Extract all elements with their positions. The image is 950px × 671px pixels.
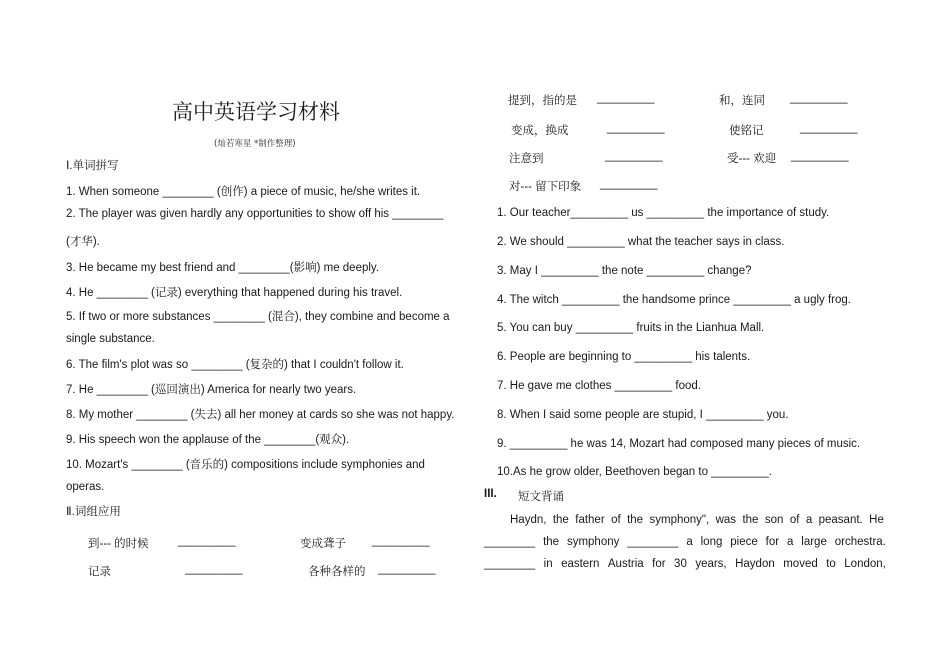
passage-word: for	[652, 558, 666, 570]
phrase-prompt: 注意到	[509, 153, 544, 165]
passage-word: a	[686, 536, 693, 548]
spelling-item-continued: operas.	[66, 481, 105, 493]
passage-word: ________	[484, 558, 536, 570]
section-heading-phrases: Ⅱ.词组应用	[66, 506, 121, 518]
spelling-item: 8. My mother ________ (失去) all her money at cards so she was not happy.	[66, 409, 455, 421]
passage-word: in	[543, 558, 553, 570]
phrase-prompt: 变成，换成	[511, 125, 569, 137]
sentence-item: 7. He gave me clothes _________ food.	[497, 380, 701, 392]
sentence-item: 6. People are beginning to _________ his talents.	[497, 351, 751, 363]
phrase-blank: _________	[185, 563, 243, 575]
page-subtitle: (灿若寒星 *制作整理)	[214, 139, 296, 149]
phrase-prompt: 到--- 的时候	[88, 538, 149, 550]
phrase-blank: _________	[800, 122, 858, 134]
phrase-prompt: 使铭记	[729, 125, 764, 137]
passage-word: London,	[844, 558, 886, 570]
passage-word: peasant.	[818, 514, 863, 526]
passage-word: a	[786, 536, 794, 548]
passage-word: eastern	[561, 558, 600, 570]
passage-word: the	[742, 514, 759, 526]
passage-word: long	[700, 536, 723, 548]
phrase-prompt: 各种各样的	[308, 566, 366, 578]
spelling-item: 3. He became my best friend and ________(影响) me deeply.	[66, 262, 380, 274]
phrase-blank: _________	[378, 563, 436, 575]
passage-word: was	[715, 514, 737, 526]
phrase-prompt: 对--- 留下印象	[509, 181, 582, 193]
passage-word: the	[627, 514, 644, 526]
passage-word: of	[611, 514, 621, 526]
sentence-item: 4. The witch _________ the handsome prince _________ a ugly frog.	[497, 294, 851, 306]
spelling-item-continued: (才华).	[66, 236, 100, 248]
passage-word: son	[764, 514, 784, 526]
page-title: 高中英语学习材料	[172, 100, 340, 124]
sentence-item: 8. When I said some people are stupid, I _________ you.	[497, 409, 789, 421]
passage-word: 30	[674, 558, 687, 570]
spelling-item: 7. He ________ (巡回演出) America for nearly two years.	[66, 384, 357, 396]
sentence-item: 1. Our teacher_________ us _________ the importance of study.	[497, 207, 830, 219]
sentence-item: 2. We should _________ what the teacher says in class.	[497, 236, 785, 248]
passage-word: to	[826, 558, 836, 570]
phrase-blank: _________	[597, 92, 655, 104]
section-number: III.	[484, 488, 497, 500]
phrase-prompt: 变成聋子	[300, 538, 346, 550]
phrase-blank: _________	[178, 535, 236, 547]
passage-line	[484, 558, 886, 570]
passage-word: moved	[783, 558, 818, 570]
section-heading-recitation: 短文背诵	[518, 491, 564, 503]
passage-word: Austria	[607, 558, 644, 570]
passage-line	[510, 514, 884, 526]
phrase-blank: _________	[607, 122, 665, 134]
sentence-item: 3. May I _________ the note _________ change?	[497, 265, 752, 277]
phrase-prompt: 和，连同	[719, 95, 765, 107]
passage-word: years,	[695, 558, 727, 570]
passage-word: Haydon	[735, 558, 775, 570]
spelling-item: 10. Mozart's ________ (音乐的) compositions include symphonies and	[66, 459, 425, 471]
sentence-item: 5. You can buy _________ fruits in the Lianhua Mall.	[497, 322, 765, 334]
sentence-item: 9. _________ he was 14, Mozart had composed many pieces of music.	[497, 438, 861, 450]
passage-word: He	[869, 514, 884, 526]
passage-line	[484, 536, 886, 548]
phrase-blank: _________	[791, 150, 849, 162]
spelling-item: 1. When someone ________ (创作) a piece of music, he/she writes it.	[66, 186, 421, 198]
section-heading-spelling: Ⅰ.单词拼写	[66, 160, 119, 172]
phrase-blank: _________	[790, 92, 848, 104]
passage-word: orchestra.	[834, 536, 886, 548]
passage-word: the	[552, 514, 569, 526]
passage-word: a	[805, 514, 813, 526]
phrase-blank: _________	[605, 150, 663, 162]
passage-word: symphony",	[649, 514, 710, 526]
passage-word: ________	[627, 536, 679, 548]
passage-word: of	[789, 514, 800, 526]
passage-word: piece	[730, 536, 758, 548]
passage-word: Haydn,	[510, 514, 547, 526]
passage-word: for	[765, 536, 780, 548]
spelling-item: 2. The player was given hardly any opportunities to show off his ________	[66, 208, 444, 220]
spelling-item: 9. His speech won the applause of the ________(观众).	[66, 434, 350, 446]
sentence-item: 10.As he grow older, Beethoven began to _________.	[497, 466, 772, 478]
spelling-item: 6. The film's plot was so ________ (复杂的) that I couldn't follow it.	[66, 359, 404, 371]
passage-word: father	[575, 514, 605, 526]
phrase-prompt: 受--- 欢迎	[727, 153, 777, 165]
spelling-item-continued: single substance.	[66, 333, 155, 345]
phrase-blank: _________	[600, 178, 658, 190]
passage-word: large	[801, 536, 827, 548]
phrase-prompt: 记录	[88, 566, 111, 578]
passage-word: symphony	[566, 536, 620, 548]
phrase-prompt: 提到，指的是	[508, 95, 577, 107]
spelling-item: 5. If two or more substances ________ (混合), they combine and become a	[66, 311, 450, 323]
passage-word: ________	[484, 536, 536, 548]
passage-word: the	[543, 536, 560, 548]
phrase-blank: _________	[372, 535, 430, 547]
spelling-item: 4. He ________ (记录) everything that happened during his travel.	[66, 287, 403, 299]
